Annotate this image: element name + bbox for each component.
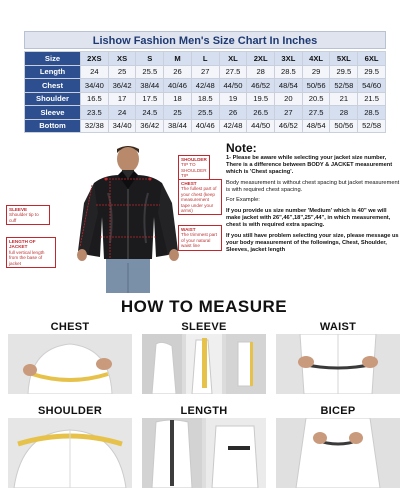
table-cell: 24: [108, 106, 136, 120]
table-cell: XS: [108, 52, 136, 66]
measure-tile-bicep: [276, 404, 400, 488]
callout-title: SHOULDER: [181, 157, 207, 162]
table-cell: 29.5: [358, 65, 386, 79]
callout-desc: The fullest part of your chest (keep measurement tape under your arms): [181, 186, 217, 214]
row-label: Length: [25, 65, 81, 79]
table-cell: 17: [108, 92, 136, 106]
table-cell: 46/52: [275, 119, 303, 133]
table-row-shoulder: [25, 92, 386, 106]
table-cell: 16.5: [81, 92, 109, 106]
table-cell: 21.5: [358, 92, 386, 106]
table-cell: 29.5: [330, 65, 358, 79]
table-cell: 52/58: [358, 119, 386, 133]
table-cell: 48/54: [275, 79, 303, 93]
size-chart-title: Lishow Fashion Men's Size Chart In Inches: [24, 31, 386, 49]
chest-photo: [8, 334, 132, 394]
table-cell: 17.5: [136, 92, 164, 106]
table-cell: 25: [164, 106, 192, 120]
table-cell: 34/40: [108, 119, 136, 133]
table-cell: 19.5: [247, 92, 275, 106]
table-cell: 44/50: [247, 119, 275, 133]
table-cell: 29: [302, 65, 330, 79]
callout-title: WAIST: [181, 227, 196, 232]
row-label: Sleeve: [25, 106, 81, 120]
table-cell: XL: [219, 52, 247, 66]
table-cell: 40/46: [164, 79, 192, 93]
table-cell: 5XL: [330, 52, 358, 66]
measure-label: BICEP: [320, 405, 356, 417]
table-row-bottom: [25, 119, 386, 133]
table-cell: 27: [275, 106, 303, 120]
table-cell: 42/48: [219, 119, 247, 133]
measure-label: LENGTH: [180, 405, 228, 417]
table-row-sleeve: [25, 106, 386, 120]
table-cell: 38/44: [136, 79, 164, 93]
table-cell: 24.5: [136, 106, 164, 120]
callout-shoulder: [178, 155, 210, 181]
table-cell: 25.5: [136, 65, 164, 79]
note-paragraph: For Example:: [226, 197, 260, 204]
table-row-chest: [25, 79, 386, 93]
table-cell: 26: [219, 106, 247, 120]
table-cell: 28.5: [275, 65, 303, 79]
table-cell: 25: [108, 65, 136, 79]
table-row-length: [25, 65, 386, 79]
callout-sleeve: [6, 205, 50, 225]
measure-tile-sleeve: [142, 320, 266, 394]
table-cell: 44/50: [219, 79, 247, 93]
table-cell: 27: [191, 65, 219, 79]
measure-tile-waist: [276, 320, 400, 394]
size-note: [226, 141, 402, 258]
callout-title: LENGTH OF JACKET: [9, 239, 36, 250]
jacket-diagram: [6, 143, 216, 293]
callout-length: [6, 237, 56, 268]
table-cell: 48/54: [302, 119, 330, 133]
bicep-photo: [276, 418, 400, 488]
note-paragraph: Body measurement is without chest spacing but jacket measurement is with required chest spacing.: [226, 179, 400, 193]
table-cell: 18.5: [191, 92, 219, 106]
measure-label: SLEEVE: [181, 321, 227, 333]
row-label: Size: [25, 52, 81, 66]
table-row-size: [25, 52, 386, 66]
table-cell: 21: [330, 92, 358, 106]
measure-label: WAIST: [319, 321, 357, 333]
table-cell: 50/56: [330, 119, 358, 133]
measure-tile-shoulder: [8, 404, 132, 488]
table-cell: 3XL: [275, 52, 303, 66]
row-label: Shoulder: [25, 92, 81, 106]
table-cell: 36/42: [136, 119, 164, 133]
table-cell: 23.5: [81, 106, 109, 120]
table-cell: 52/58: [330, 79, 358, 93]
sleeve-photo: [142, 334, 266, 394]
table-cell: 20: [275, 92, 303, 106]
callout-desc: TIP TO SHOULDER TIP: [181, 162, 207, 179]
size-chart-table: [24, 51, 386, 133]
jacket-illustration: [64, 143, 192, 293]
table-cell: 34/40: [81, 79, 109, 93]
table-cell: 26.5: [247, 106, 275, 120]
table-cell: 27.5: [302, 106, 330, 120]
measure-tile-length: [142, 404, 266, 488]
table-cell: 19: [219, 92, 247, 106]
length-photo: [142, 418, 266, 488]
table-cell: 42/48: [191, 79, 219, 93]
table-cell: 20.5: [302, 92, 330, 106]
callout-title: CHEST: [181, 181, 197, 186]
table-cell: 28.5: [358, 106, 386, 120]
table-cell: 28: [247, 65, 275, 79]
table-cell: 38/44: [164, 119, 192, 133]
table-cell: 36/42: [108, 79, 136, 93]
note-paragraph: If you still have problem selecting your size, please message us your body measurement of the followings, Chest, Shoulder, Sleeves, jacket length: [226, 233, 399, 253]
table-cell: 25.5: [191, 106, 219, 120]
how-to-measure-title: HOW TO MEASURE: [120, 297, 288, 316]
shoulder-photo: [8, 418, 132, 488]
measure-label: CHEST: [50, 321, 90, 333]
callout-waist: [178, 225, 222, 251]
table-cell: 6XL: [358, 52, 386, 66]
table-cell: 27.5: [219, 65, 247, 79]
callout-desc: Shoulder tip to cuff: [9, 212, 39, 223]
waist-photo: [276, 334, 400, 394]
measure-tile-chest: [8, 320, 132, 394]
row-label: Bottom: [25, 119, 81, 133]
table-cell: S: [136, 52, 164, 66]
table-cell: 24: [81, 65, 109, 79]
table-cell: 40/46: [191, 119, 219, 133]
note-title: Note:: [226, 141, 257, 155]
table-cell: 46/52: [247, 79, 275, 93]
table-cell: 26: [164, 65, 192, 79]
callout-desc: The trimmest part of your natural waist line: [181, 232, 217, 249]
callout-chest: [178, 179, 222, 215]
callout-desc: full vertical length from the base of jacket: [9, 249, 45, 266]
size-chart: [24, 31, 386, 133]
table-cell: 28: [330, 106, 358, 120]
table-cell: 32/38: [81, 119, 109, 133]
note-paragraph: 1- Please be aware while selecting your jacket size number, There is a difference between BODY & JACKET measurement which is 'Chest spacing'.: [226, 154, 393, 175]
measure-label: SHOULDER: [37, 405, 103, 417]
table-cell: 18: [164, 92, 192, 106]
table-cell: 2XS: [81, 52, 109, 66]
table-cell: 2XL: [247, 52, 275, 66]
callout-title: SLEEVE: [9, 207, 28, 212]
table-cell: M: [164, 52, 192, 66]
note-paragraph: If you provide us size number 'Medium' which is 40" we will make jacket with 26",46",18",25",44", in which measurement, chest is with required extra spacing.: [226, 208, 391, 229]
table-cell: 4XL: [302, 52, 330, 66]
table-cell: 54/60: [358, 79, 386, 93]
table-cell: L: [191, 52, 219, 66]
table-cell: 50/56: [302, 79, 330, 93]
row-label: Chest: [25, 79, 81, 93]
